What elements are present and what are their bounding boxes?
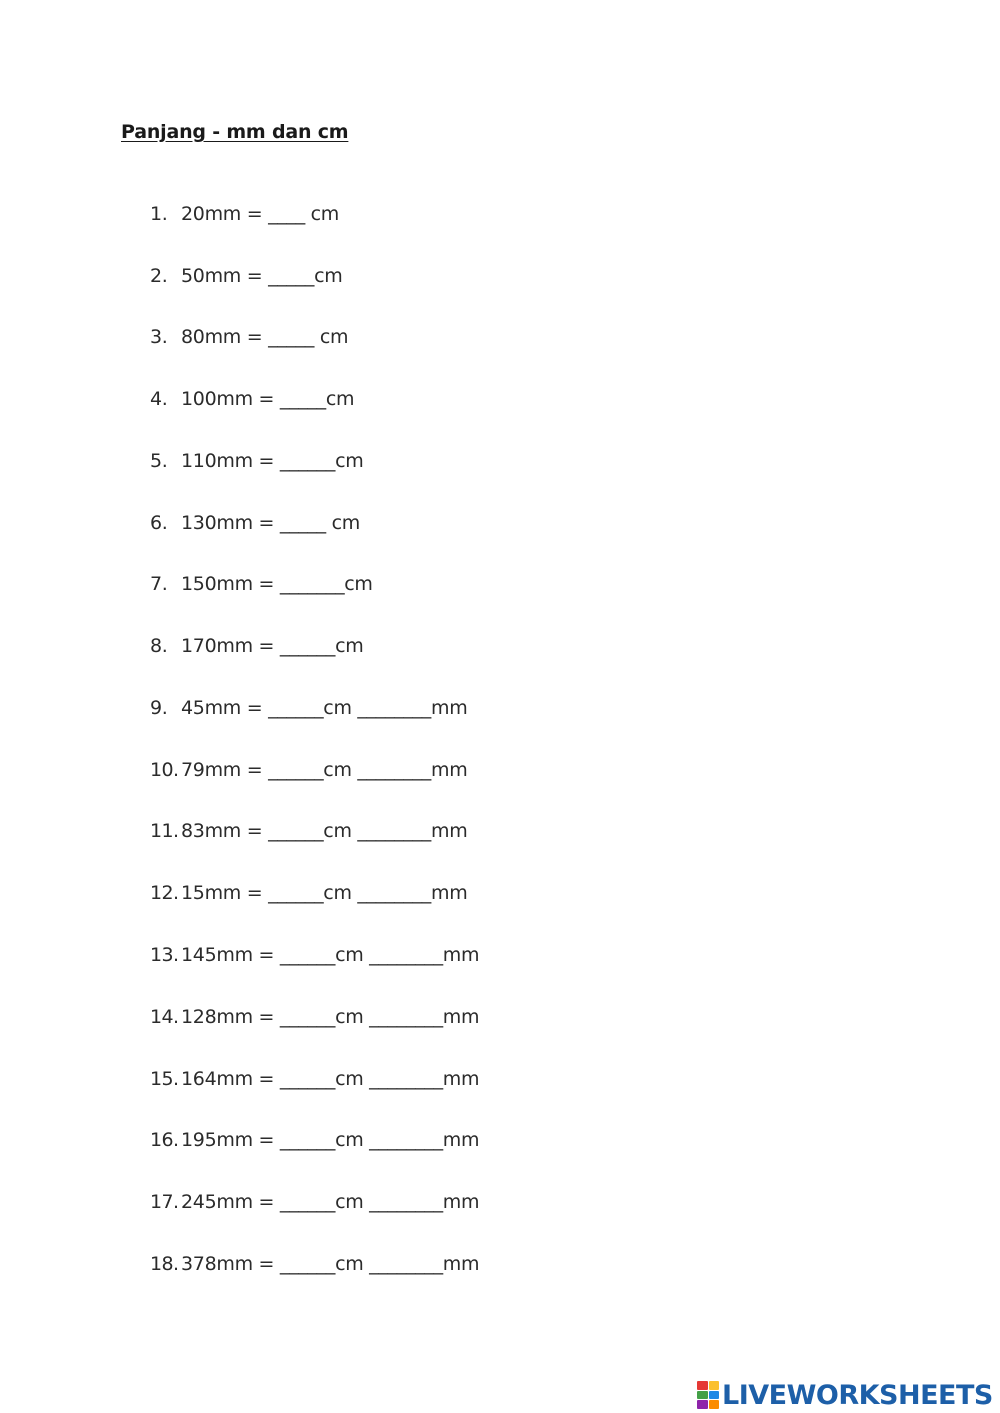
question-text: 83mm = ______cm ________mm: [181, 820, 468, 842]
question-item: [150, 1251, 479, 1277]
question-number: 9.: [150, 697, 168, 719]
question-number: 10.: [150, 759, 179, 781]
logo-block: [709, 1381, 720, 1390]
question-number: 15.: [150, 1068, 179, 1090]
question-number: 3.: [150, 326, 168, 348]
liveworksheets-logo[interactable]: [697, 1378, 993, 1412]
logo-block: [697, 1381, 708, 1390]
question-item: [150, 1127, 479, 1153]
question-item: [150, 695, 467, 721]
question-number: 2.: [150, 265, 168, 287]
question-text: 150mm = _______cm: [181, 573, 373, 595]
question-number: 11.: [150, 820, 179, 842]
question-number: 8.: [150, 635, 168, 657]
question-text: 100mm = _____cm: [181, 388, 355, 410]
question-number: 5.: [150, 450, 168, 472]
question-number: 17.: [150, 1191, 179, 1213]
question-item: [150, 386, 354, 412]
question-item: [150, 263, 342, 289]
logo-block: [709, 1400, 720, 1409]
question-text: 45mm = ______cm ________mm: [181, 697, 468, 719]
question-text: 130mm = _____ cm: [181, 512, 360, 534]
question-item: [150, 448, 363, 474]
question-text: 164mm = ______cm ________mm: [181, 1068, 480, 1090]
question-item: [150, 1004, 479, 1030]
liveworksheets-logo-icon: [697, 1381, 719, 1409]
question-text: 378mm = ______cm ________mm: [181, 1253, 480, 1275]
question-text: 145mm = ______cm ________mm: [181, 944, 480, 966]
question-text: 110mm = ______cm: [181, 450, 364, 472]
question-number: 7.: [150, 573, 168, 595]
question-item: [150, 571, 373, 597]
question-item: [150, 880, 467, 906]
page-title: Panjang - mm dan cm: [121, 121, 349, 143]
question-text: 128mm = ______cm ________mm: [181, 1006, 480, 1028]
logo-block: [709, 1391, 720, 1400]
question-text: 245mm = ______cm ________mm: [181, 1191, 480, 1213]
question-text: 20mm = ____ cm: [181, 203, 339, 225]
logo-text: LIVEWORKSHEETS: [722, 1379, 993, 1411]
question-number: 4.: [150, 388, 168, 410]
question-item: [150, 633, 363, 659]
logo-block: [697, 1400, 708, 1409]
question-number: 18.: [150, 1253, 179, 1275]
question-text: 170mm = ______cm: [181, 635, 364, 657]
question-text: 80mm = _____ cm: [181, 326, 349, 348]
question-text: 15mm = ______cm ________mm: [181, 882, 468, 904]
question-item: [150, 1189, 479, 1215]
question-item: [150, 1066, 479, 1092]
question-number: 1.: [150, 203, 168, 225]
question-text: 195mm = ______cm ________mm: [181, 1129, 480, 1151]
question-number: 6.: [150, 512, 168, 534]
question-text: 50mm = _____cm: [181, 265, 343, 287]
question-item: [150, 201, 339, 227]
question-number: 16.: [150, 1129, 179, 1151]
question-number: 14.: [150, 1006, 179, 1028]
logo-block: [697, 1391, 708, 1400]
question-item: [150, 942, 479, 968]
question-item: [150, 818, 467, 844]
question-number: 12.: [150, 882, 179, 904]
question-item: [150, 510, 360, 536]
question-number: 13.: [150, 944, 179, 966]
question-item: [150, 324, 348, 350]
question-text: 79mm = ______cm ________mm: [181, 759, 468, 781]
question-item: [150, 757, 467, 783]
